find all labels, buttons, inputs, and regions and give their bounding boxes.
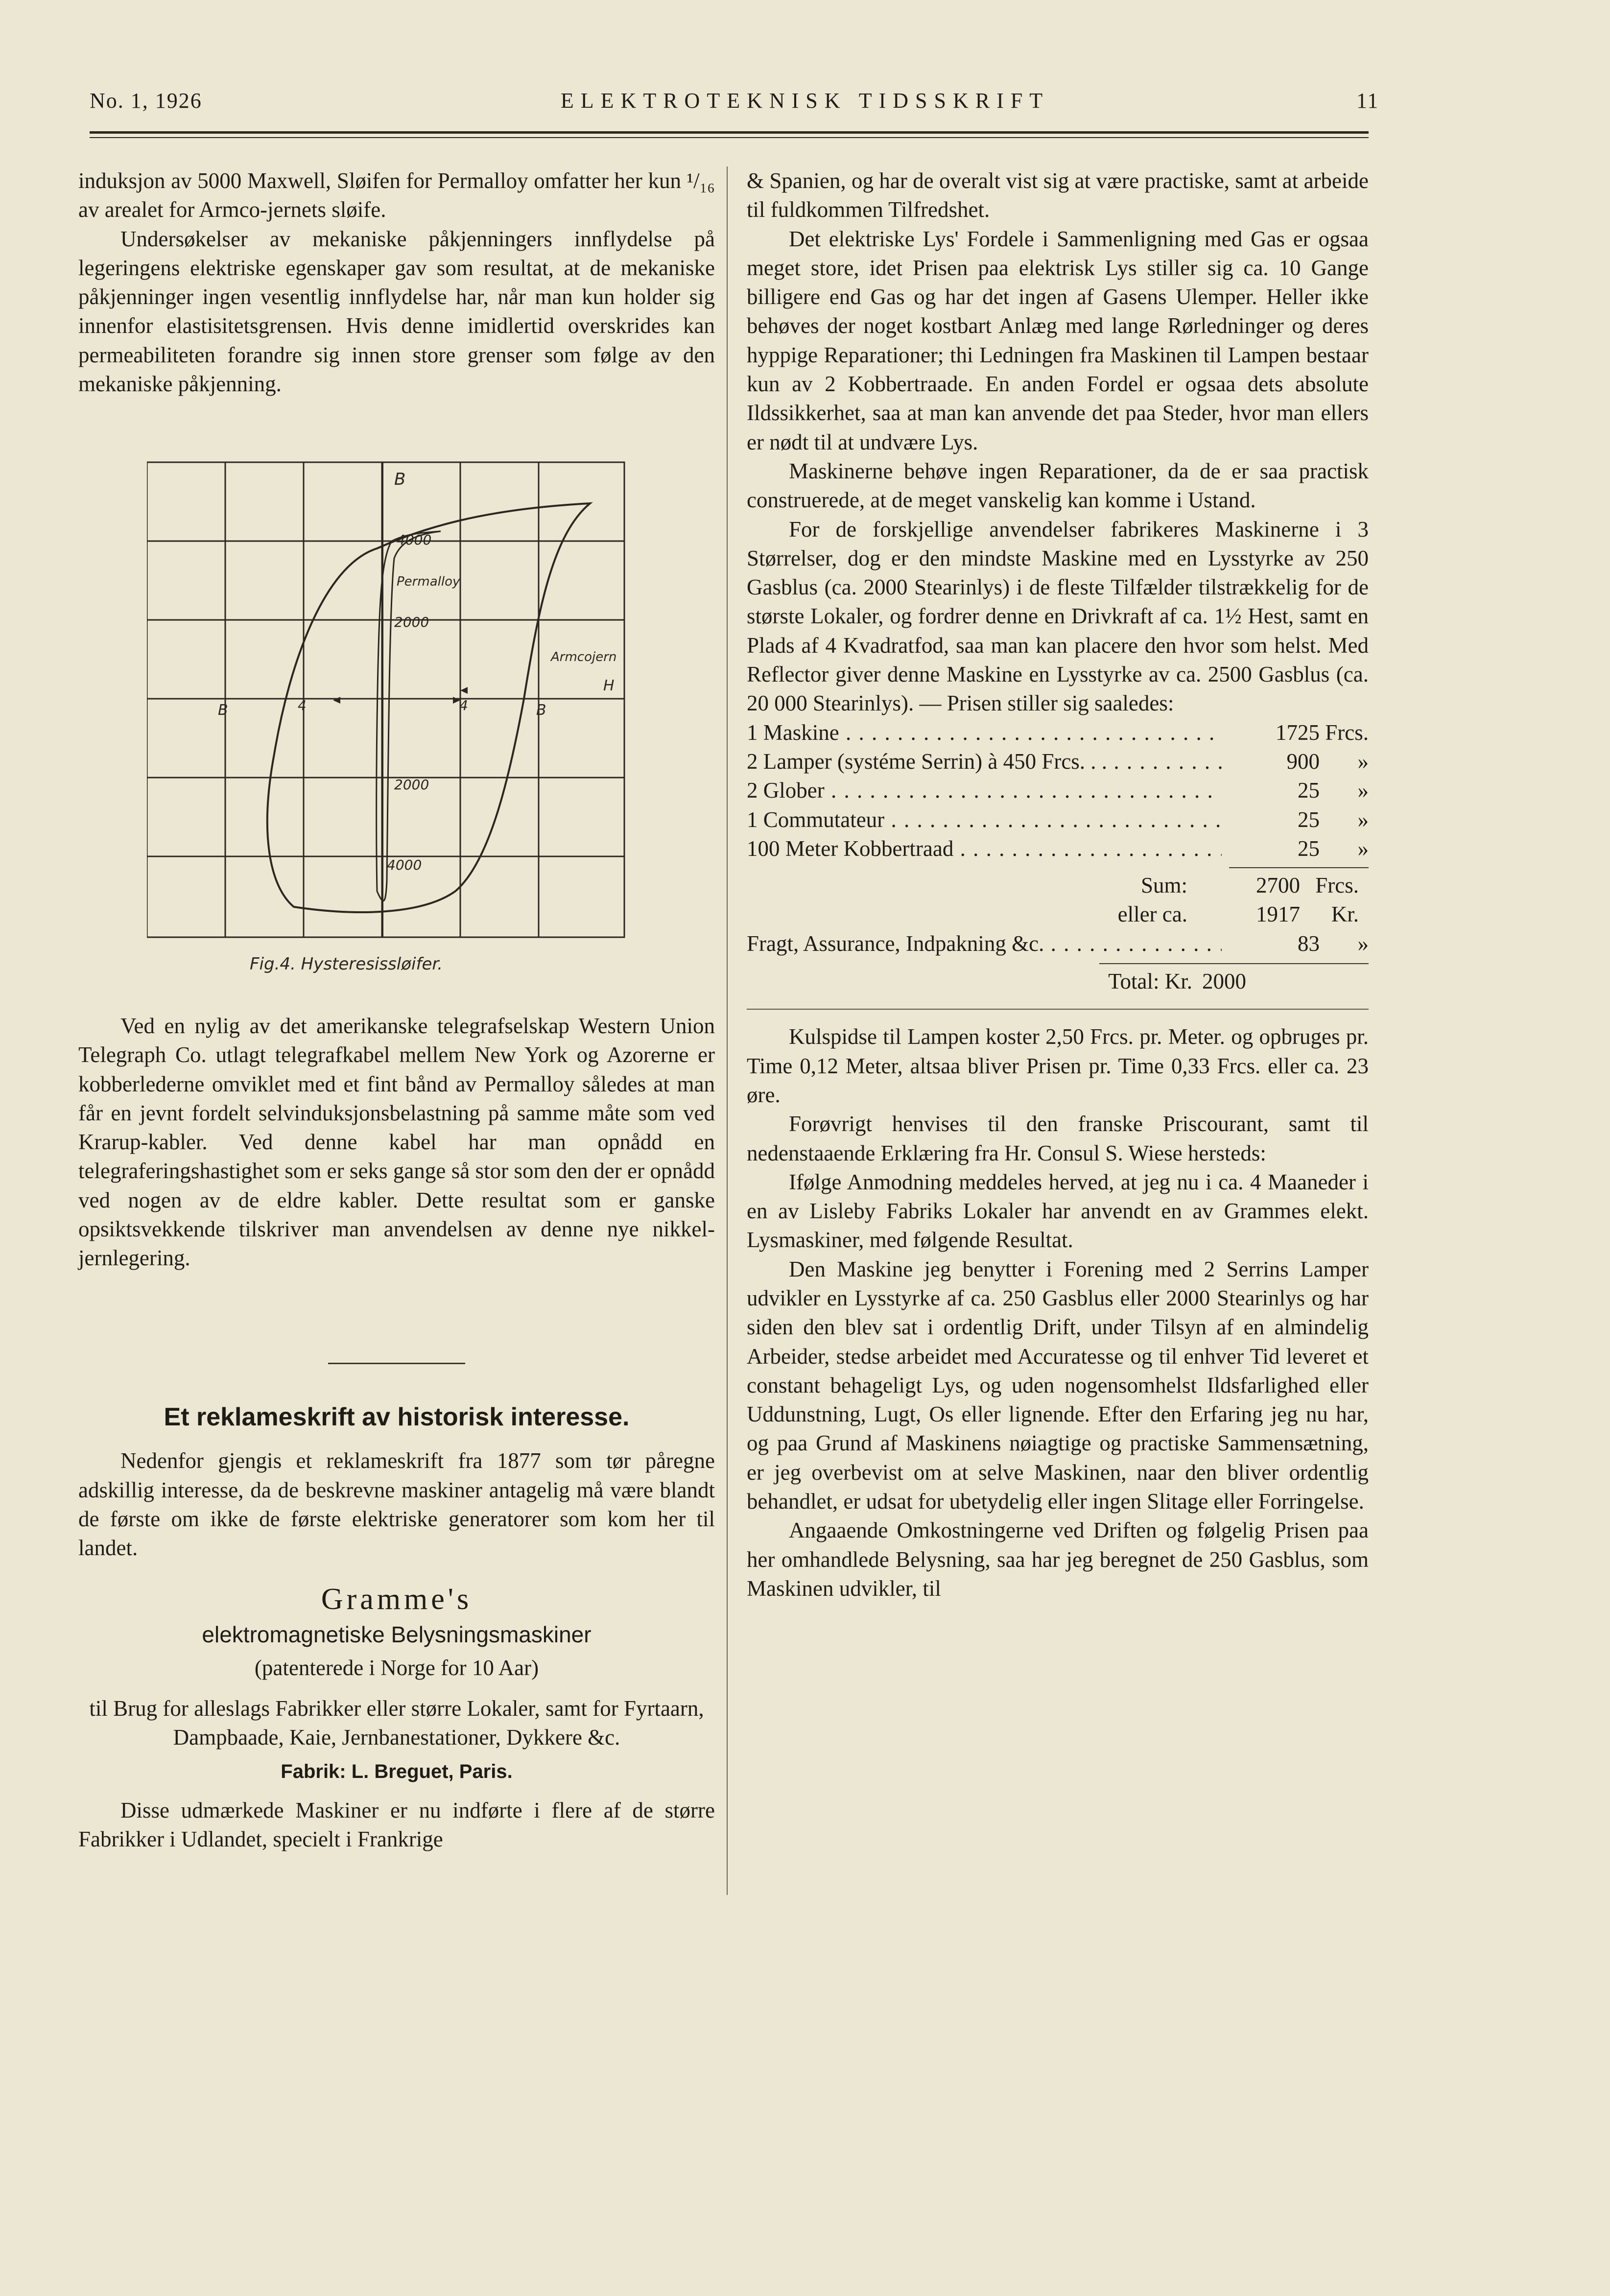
price-row	[747, 834, 1369, 863]
price-unit: »	[1357, 749, 1369, 774]
price-item: 100 Meter Kobbertraad . . .	[747, 834, 1222, 863]
price-item: 2 Lamper (systéme Serrin) à 450 Frcs. . . . . .	[747, 747, 1222, 776]
ad-patent-line: (patenterede i Norge for 10 Aar)	[254, 1655, 539, 1680]
paragraph: Kulspidse til Lampen koster 2,50 Frcs. pr. Meter. og opbruges pr. Time 0,12 Meter, altsaa bliver Prisen pr. Time 0,33 Frcs. eller ca. 23 øre.	[747, 1024, 1369, 1107]
price-item: 2 Glober . . .	[747, 776, 1222, 805]
paragraph: Disse udmærkede Maskiner er nu indførte i flere af de større Fabrikker i Udlandet, specielt i Frankrige	[78, 1798, 715, 1852]
eller-unit: Kr.	[1331, 902, 1359, 927]
header-rule-top	[90, 131, 1369, 134]
paragraph: Forøvrigt henvises til den franske Priscourant, samt til nedenstaaende Erklæring fra Hr. Consul S. Wiese hersteds:	[747, 1112, 1369, 1165]
label-b-right: B	[536, 702, 546, 719]
label-4000-bottom: 4000	[387, 857, 422, 873]
paragraph: Maskinerne behøve ingen Reparationer, da de er saa practisk construerede, at de meget vanskelig kan komme i Ustand.	[747, 458, 1369, 513]
paragraph: Det elektriske Lys' Fordele i Sammenligning med Gas er ogsaa meget store, idet Prisen paa elektrisk Lys stiller sig ca. 10 Gange billigere end Gas og har det ingen af Gasens Ulemper. Heller ikke behøves der noget kostbart Anlæg med lange Rørledninger og deres hyppige Reparationer; thi Ledningen fra Maskinen til Lampen bestaar kun av 2 Kobbertraade. En anden Fordel er ogsaa dets absolute Ildssikkerhet, saa at man kan anvende det paa Steder, hvor man ellers er nødt til at undvære Lys.	[747, 226, 1369, 454]
fragt-item: Fragt, Assurance, Indpakning &c. . . .	[747, 929, 1222, 958]
left-column-lower	[78, 1012, 715, 1273]
label-h: H	[603, 677, 615, 694]
price-item: 1 Commutateur . . .	[747, 805, 1222, 834]
label-4-left: 4	[298, 697, 307, 713]
fragt-unit: »	[1357, 931, 1369, 956]
price-list	[747, 718, 1369, 996]
block-rule	[747, 1009, 1369, 1010]
price-amount: 25	[1298, 836, 1320, 861]
running-head-issue: No. 1, 1926	[90, 89, 202, 113]
ad-subtitle: elektromagnetiske Belysningsmaskiner	[202, 1622, 592, 1648]
price-row	[747, 776, 1369, 805]
label-2000-bottom: 2000	[394, 777, 429, 793]
hysteresis-diagram	[147, 460, 627, 974]
label-4-right: 4	[459, 697, 468, 713]
sum-label: Sum:	[1140, 873, 1187, 898]
paragraph: induksjon av 5000 Maxwell, Sløifen for Permalloy omfatter her kun ¹/₁₆ av arealet for Armco-jernets sløife.	[78, 168, 715, 222]
left-column-ad	[78, 1403, 715, 1854]
paragraph: Angaaende Omkostningerne ved Driften og følgelig Prisen paa her omhandlede Belysning, saa har jeg beregnet de 250 Gasblus, som Maskinen udvikler, til	[747, 1518, 1369, 1601]
grid	[147, 462, 624, 937]
column-divider	[727, 166, 728, 1895]
label-b-top: B	[394, 470, 406, 489]
hysteresis-figure	[147, 460, 627, 974]
price-amount: 25	[1298, 778, 1320, 803]
total-spacer	[1300, 967, 1369, 996]
left-column	[78, 166, 715, 399]
right-column	[747, 166, 1369, 1603]
ad-body: til Brug for alleslags Fabrikker eller større Lokaler, samt for Fyrtaarn, Dampbaade, Kaie, Jernbanestationer, Dykkere &c.	[89, 1696, 704, 1750]
paragraph: Undersøkelser av mekaniske påkjenningers innflydelse på legeringens elektriske egenskaper gav som resultat, at de mekaniske påkjenninger ingen vesentlig innflydelse har, når man kun holder sig innenfor elastisitetsgrensen. Hvis denne imidlertid overskrides kan permeabiliteten forandre sig innen store grenser som følge av den mekaniske påkjenning.	[78, 226, 715, 397]
price-row	[747, 747, 1369, 776]
total-value: 2000	[1202, 969, 1246, 994]
price-amount: 1725	[1276, 720, 1320, 745]
price-unit: »	[1357, 807, 1369, 832]
price-unit: »	[1357, 778, 1369, 803]
label-4000-top: 4000	[397, 532, 432, 548]
price-row	[747, 805, 1369, 834]
total-row	[747, 967, 1369, 996]
price-amount: 25	[1298, 807, 1320, 832]
paragraph: Ved en nylig av det amerikanske telegrafselskap Western Union Telegraph Co. utlagt telegrafkabel mellem New York og Azorerne er kobberlederne omviklet med et fint bånd av Permalloy således at man får en jevnt fordelt selvinduksjonsbelastning på samme måte som ved Krarup-kabler. Ved denne kabel har man opnådd en telegraferingshastighet som er seks gange så stor som den der er opnådd ved nogen av de eldre kabler. Dette resultat som er ganske opsiktsvekkende tilskriver man anvendelsen av denne nye nikkel-jernlegering.	[78, 1014, 715, 1271]
label-2000-top: 2000	[394, 614, 429, 630]
sum-row	[747, 871, 1369, 900]
label-permalloy: Permalloy	[397, 574, 460, 589]
fragt-value: 83	[1298, 931, 1320, 956]
price-row	[747, 718, 1369, 747]
paragraph: For de forskjellige anvendelser fabrikeres Maskinerne i 3 Størrelser, dog er den mindste Maskine med en Lysstyrke av 250 Gasblus (ca. 2000 Stearinlys) i de fleste Tilfælder tilstrækkelig for de største Lokaler, og fordrer denne en Drivkraft af ca. 1½ Hest, samt en Plads af 4 Kvadratfod, saa man kan placere den hvor som helst. Med Reflector giver denne Maskine en Lysstyrke av ca. 2500 Gasblus (ca. 20 000 Stearinlys). — Prisen stiller sig saaledes:	[747, 517, 1369, 716]
section-title: Et reklameskrift av historisk interesse.	[164, 1403, 630, 1431]
paragraph: Den Maskine jeg benytter i Forening med 2 Serrins Lamper udvikler en Lysstyrke af ca. 250 Gasblus eller 2000 Stearinlys og har siden den blev sat i ordentlig Drift, under Tilsyn af en almindelig Arbeider, stedse arbeidet med Accuratesse og til enhver Tid leveret et constant behageligt Lys, og uden nogensomhelst Ildsfarlighed eller Uddunstning, Lugt, Os eller lignende. Efter den Erfaring jeg nu har, og paa Grund af Maskinens nøiagtige og practiske Sammensætning, er jeg overbevist om at selve Maskinen, naar den bliver ordentlig behandlet, er udsat for ubetydelig eller ingen Slitage eller Forringelse.	[747, 1256, 1369, 1514]
armco-arrow	[460, 687, 468, 694]
paragraph: Nedenfor gjengis et reklameskrift fra 1877 som tør påregne adskillig interesse, da de beskrevne maskiner antagelig må være blandt de første om ikke de første elektriske generatorer som kom her til landet.	[78, 1448, 715, 1561]
price-unit: Frcs.	[1325, 720, 1369, 745]
price-amount: 900	[1286, 749, 1320, 774]
eller-value: 1917	[1256, 902, 1300, 927]
label-armcojern: Armcojern	[551, 650, 617, 664]
section-separator	[328, 1363, 465, 1364]
sum-unit: Frcs.	[1315, 873, 1359, 898]
arrow-left	[333, 697, 340, 704]
total-rule	[1099, 963, 1369, 964]
header-rule-bottom	[90, 137, 1369, 138]
figure-caption: Fig.4. Hysteresissløifer.	[250, 954, 443, 974]
sum-rule	[1229, 867, 1369, 868]
ad-fabrik: Fabrik: L. Breguet, Paris.	[281, 1760, 513, 1782]
price-item: 1 Maskine . . .	[747, 718, 1222, 747]
eller-label: eller ca.	[1117, 902, 1187, 927]
price-unit: »	[1357, 836, 1369, 861]
page-number: 11	[1356, 89, 1379, 113]
eller-row	[747, 900, 1369, 929]
paragraph: Ifølge Anmodning meddeles herved, at jeg nu i ca. 4 Maaneder i en av Lisleby Fabriks Lokaler har anvendt en av Grammes elekt. Lysmaskiner, med følgende Resultat.	[747, 1169, 1369, 1253]
fragt-row	[747, 929, 1369, 958]
paragraph: & Spanien, og har de overalt vist sig at være practiske, samt at arbeide til fuldkommen Tilfredshet.	[747, 168, 1369, 222]
running-head-journal-title: ELEKTROTEKNISK TIDSSKRIFT	[560, 89, 1050, 113]
label-b-left: B	[218, 702, 228, 719]
total-label: Total: Kr.	[1108, 969, 1192, 994]
ad-title: Gramme's	[321, 1583, 473, 1616]
sum-value: 2700	[1256, 873, 1300, 898]
